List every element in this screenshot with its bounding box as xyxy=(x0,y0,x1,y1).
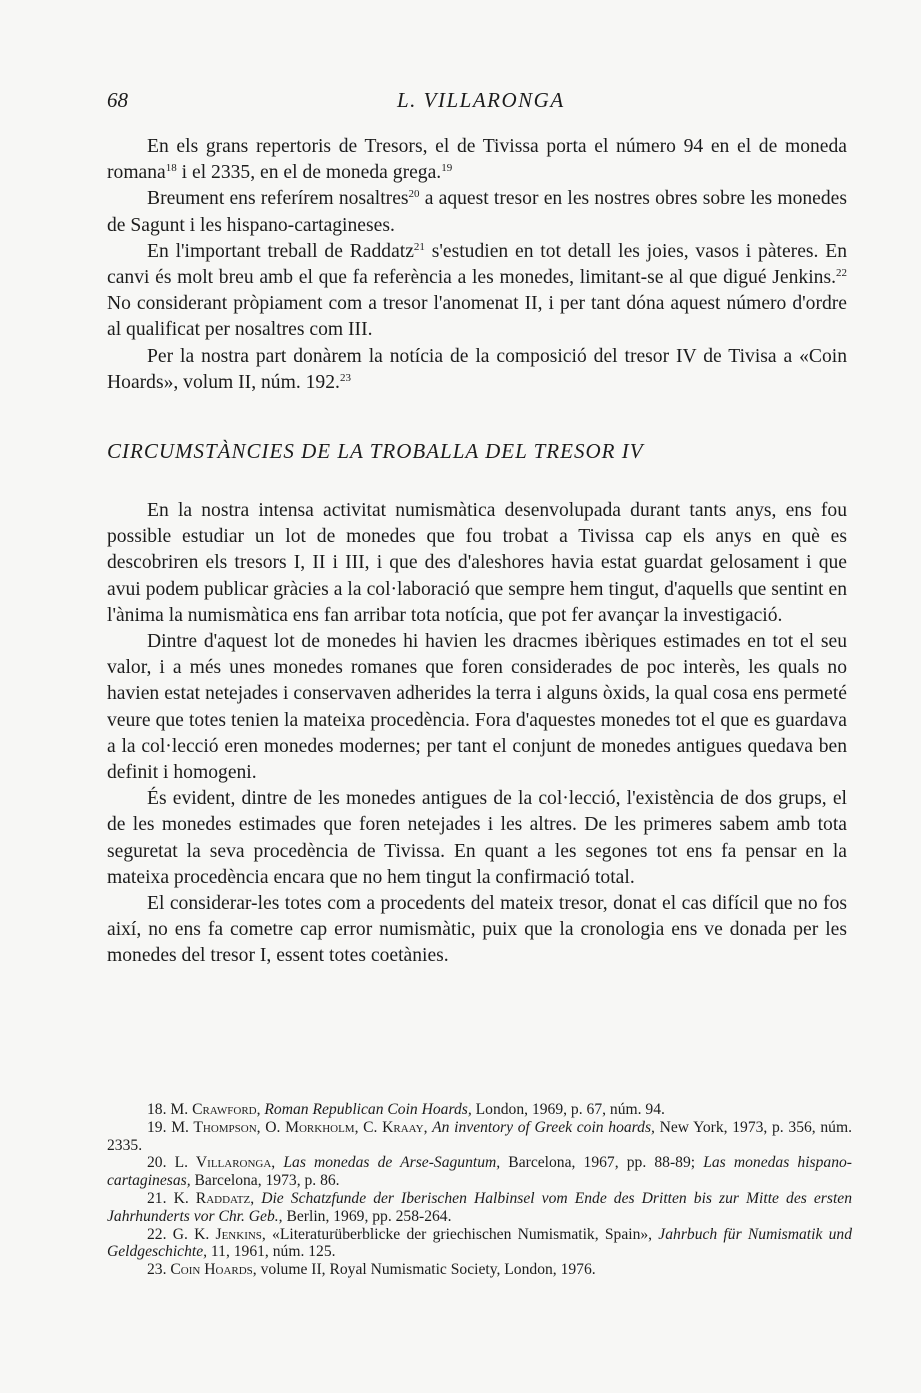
paragraph-2: Breument ens referírem nosaltres$^{20}$ a aquest tresor en les nostres obres sobre les monedes de Sagunt i les hispano-cartagineses. xyxy=(107,188,847,236)
section-heading: CIRCUMSTÀNCIES DE LA TROBALLA DEL TRESOR IV xyxy=(107,439,644,464)
footnote-23: 23. Coin Hoards, volume II, Royal Numismatic Society, London, 1976. xyxy=(147,1261,596,1279)
paragraph-1: En els grans repertoris de Tresors, el de Tivissa porta el número 94 en el de moneda romana$^{18}$ i el 2335, en el de moneda grega.$^{19}$ xyxy=(107,136,847,184)
page-header xyxy=(107,88,847,118)
running-head: L. VILLARONGA xyxy=(397,88,565,112)
footnote-ref-19: 19 xyxy=(441,162,453,175)
footnote-20: 20. L. Villaronga, Las monedas de Arse-Saguntum, Barcelona, 1967, pp. 88-89; Las monedas hispano-cartaginesas, Barcelona, 1973, p. 86. xyxy=(107,1154,852,1190)
footnote-19: 19. M. Thompson, O. Morkholm, C. Kraay, An inventory of Greek coin hoards, New York, 1973, p. 356, núm. 2335. xyxy=(107,1118,852,1154)
body-text xyxy=(107,134,847,970)
section-paragraph-4: El considerar-les totes com a procedents del mateix tresor, donat el cas difícil que no fos així, no ens fa cometre cap error numismàtic, puix que la cronologia ens ve donada per les monedes del tresor I, essent totes coetànies. xyxy=(107,893,847,967)
page-number: 68 xyxy=(107,88,128,112)
footnote-ref-18: 18 xyxy=(165,162,177,175)
footnote-ref-21: 21 xyxy=(413,240,425,253)
section-paragraph-3: És evident, dintre de les monedes antigues de la col·lecció, l'existència de dos grups, el de les monedes estimades que foren netejades i les altres. De les primeres sabem amb tota seguretat la seva procedència de Tivissa. En quant a les segones tot ens fa pensar en la mateixa procedència encara que no hem tingut la confirmació total. xyxy=(107,788,847,888)
section-paragraph-1: En la nostra intensa activitat numismàtica desenvolupada durant tants anys, ens fou possible estudiar un lot de monedes que fou trobat a Tivissa cap els anys en què es descobriren els tresors I, II i III, i que des d'aleshores havia estat guardat gelosament i que avui podem publicar gràcies a la col·laboració que sempre hem tingut, d'aquells que sentint en l'ànima la numismàtica ens fan arribar tota notícia, que pot fer avançar la investigació. xyxy=(107,500,847,626)
footnotes xyxy=(107,1101,852,1279)
footnote-ref-23: 23 xyxy=(339,371,351,384)
footnote-21: 21. K. Raddatz, Die Schatzfunde der Iberischen Halbinsel vom Ende des Dritten bis zur Mitte des ersten Jahrhunderts vor Chr. Geb., Berlin, 1969, pp. 258-264. xyxy=(107,1189,852,1225)
paragraph-4: Per la nostra part donàrem la notícia de la composició del tresor IV de Tivisa a «Coin Hoards», volum II, núm. 192.23 xyxy=(107,345,847,393)
footnote-22: 22. G. K. Jenkins, «Literaturüberblicke der griechischen Numismatik, Spain», Jahrbuch für Numismatik und Geldgeschichte, 11, 1961, núm. 125. xyxy=(107,1225,852,1261)
footnote-18: 18. M. Crawford, Roman Republican Coin Hoards, London, 1969, p. 67, núm. 94. xyxy=(147,1101,665,1118)
footnote-ref-20: 20 xyxy=(408,188,420,201)
paragraph-3: En l'important treball de Raddatz$^{21}$ s'estudien en tot detall les joies, vasos i pàteres. En canvi és molt breu amb el que fa referència a les monedes, limitant-se al que digué Jenkins.$^{22}$ No considerant pròpiament com a tresor l'anomenat II, i per tant dóna aquest número d'ordre al qualificat per nosaltres com III. xyxy=(107,240,847,341)
footnote-ref-22: 22 xyxy=(836,267,847,280)
section-paragraph-2: Dintre d'aquest lot de monedes hi havien les dracmes ibèriques estimades en tot el seu valor, i a més unes monedes romanes que foren considerades de poc interès, les quals no havien estat netejades i conservaven adherides la terra i alguns òxids, la qual cosa ens permeté veure que totes tenien la mateixa procedència. Fora d'aquestes monedes tot el que es guardava a la col·lecció eren monedes modernes; per tant el conjunt de monedes antigues quedava ben definit i homogeni. xyxy=(107,631,847,784)
